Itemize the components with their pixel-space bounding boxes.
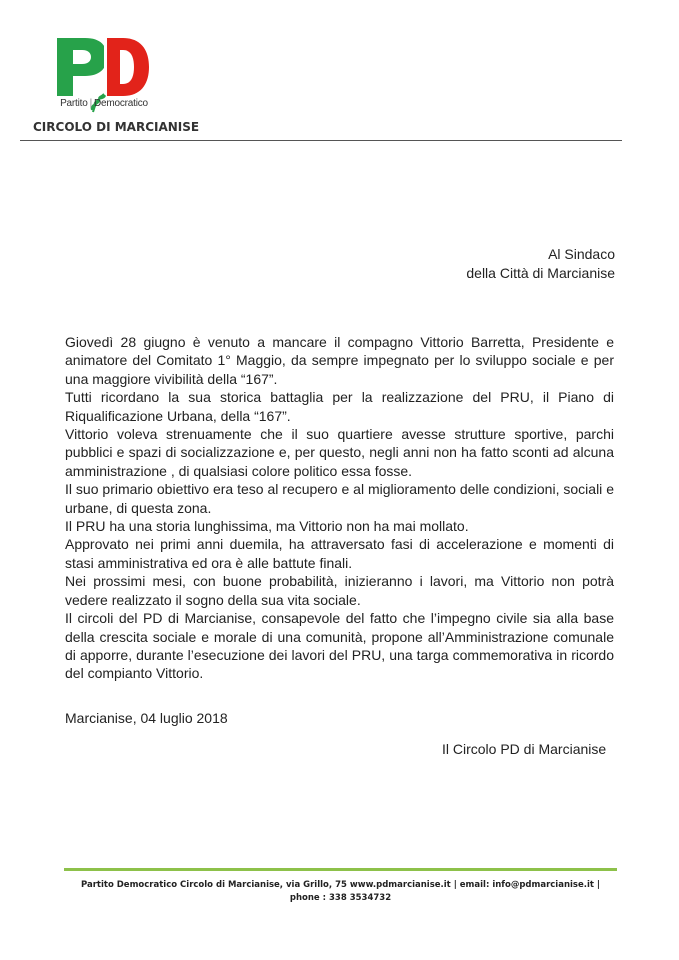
logo-d-shape <box>107 38 149 96</box>
footer-line-1: Partito Democratico Circolo di Marcianise, via Grillo, 75 www.pdmarcianise.it | email: info@pdmarcianise.it | <box>80 880 601 890</box>
footer-divider <box>64 868 617 871</box>
recipient-block <box>466 245 615 283</box>
signature: Il Circolo PD di Marcianise <box>442 741 607 757</box>
body-paragraph: Tutti ricordano la sua storica battaglia per la realizzazione del PRU, il Piano di Riqualificazione Urbana, della “167”. <box>65 389 614 424</box>
recipient-line-2: della Città di Marcianise <box>466 265 615 281</box>
body-paragraph: Il suo primario obiettivo era teso al recupero e al miglioramento delle condizioni, sociali e urbane, di questa zona. <box>65 481 614 516</box>
body-paragraph: Il PRU ha una storia lunghissima, ma Vittorio non ha mai mollato. <box>65 518 469 535</box>
body-paragraph: Nei prossimi mesi, con buone probabilità, inizieranno i lavori, ma Vittorio non potrà vedere realizzato il sogno della sua vita sociale. <box>65 573 614 608</box>
body-paragraph: Vittorio voleva strenuamente che il suo quartiere avesse strutture sportive, parchi pubblici e spazi di socializzazione e, per questo, negli anni non ha fatto sconti ad alcuna amministrazione , di qualsiasi colore politico essa fosse. <box>65 426 614 479</box>
logo-text-left: Partito <box>60 98 88 109</box>
recipient-line-1: Al Sindaco <box>548 246 615 262</box>
logo-wordmark: Partito | Democratico <box>60 98 148 109</box>
footer-line-2: phone : 338 3534732 <box>289 893 392 903</box>
body-paragraph: Giovedì 28 giugno è venuto a mancare il compagno Vittorio Barretta, Presidente e animatore del Comitato 1° Maggio, da sempre impegnato per lo sviluppo sociale e per una maggiore vivibilità della “167”. <box>65 334 614 387</box>
body-paragraph: Il circoli del PD di Marcianise, consapevole del fatto che l’impegno civile sia alla base della crescita sociale e morale di una comunità, propone all’Amministrazione comunale di apporre, durante l’esecuzione dei lavori del PRU, una targa commemorativa in ricordo del compianto Vittorio. <box>65 610 614 682</box>
body-paragraph: Approvato nei primi anni duemila, ha attraversato fasi di accelerazione e momenti di stasi amministrativa ed ora è alle battute finali. <box>65 536 614 571</box>
logo-p-shape <box>57 38 107 96</box>
header-divider <box>20 140 622 141</box>
circolo-title: CIRCOLO DI MARCIANISE <box>33 120 200 134</box>
logo-text-right: Democratico <box>93 98 148 109</box>
letter-body <box>65 333 614 683</box>
date-place: Marcianise, 04 luglio 2018 <box>65 710 228 726</box>
footer <box>64 879 617 905</box>
